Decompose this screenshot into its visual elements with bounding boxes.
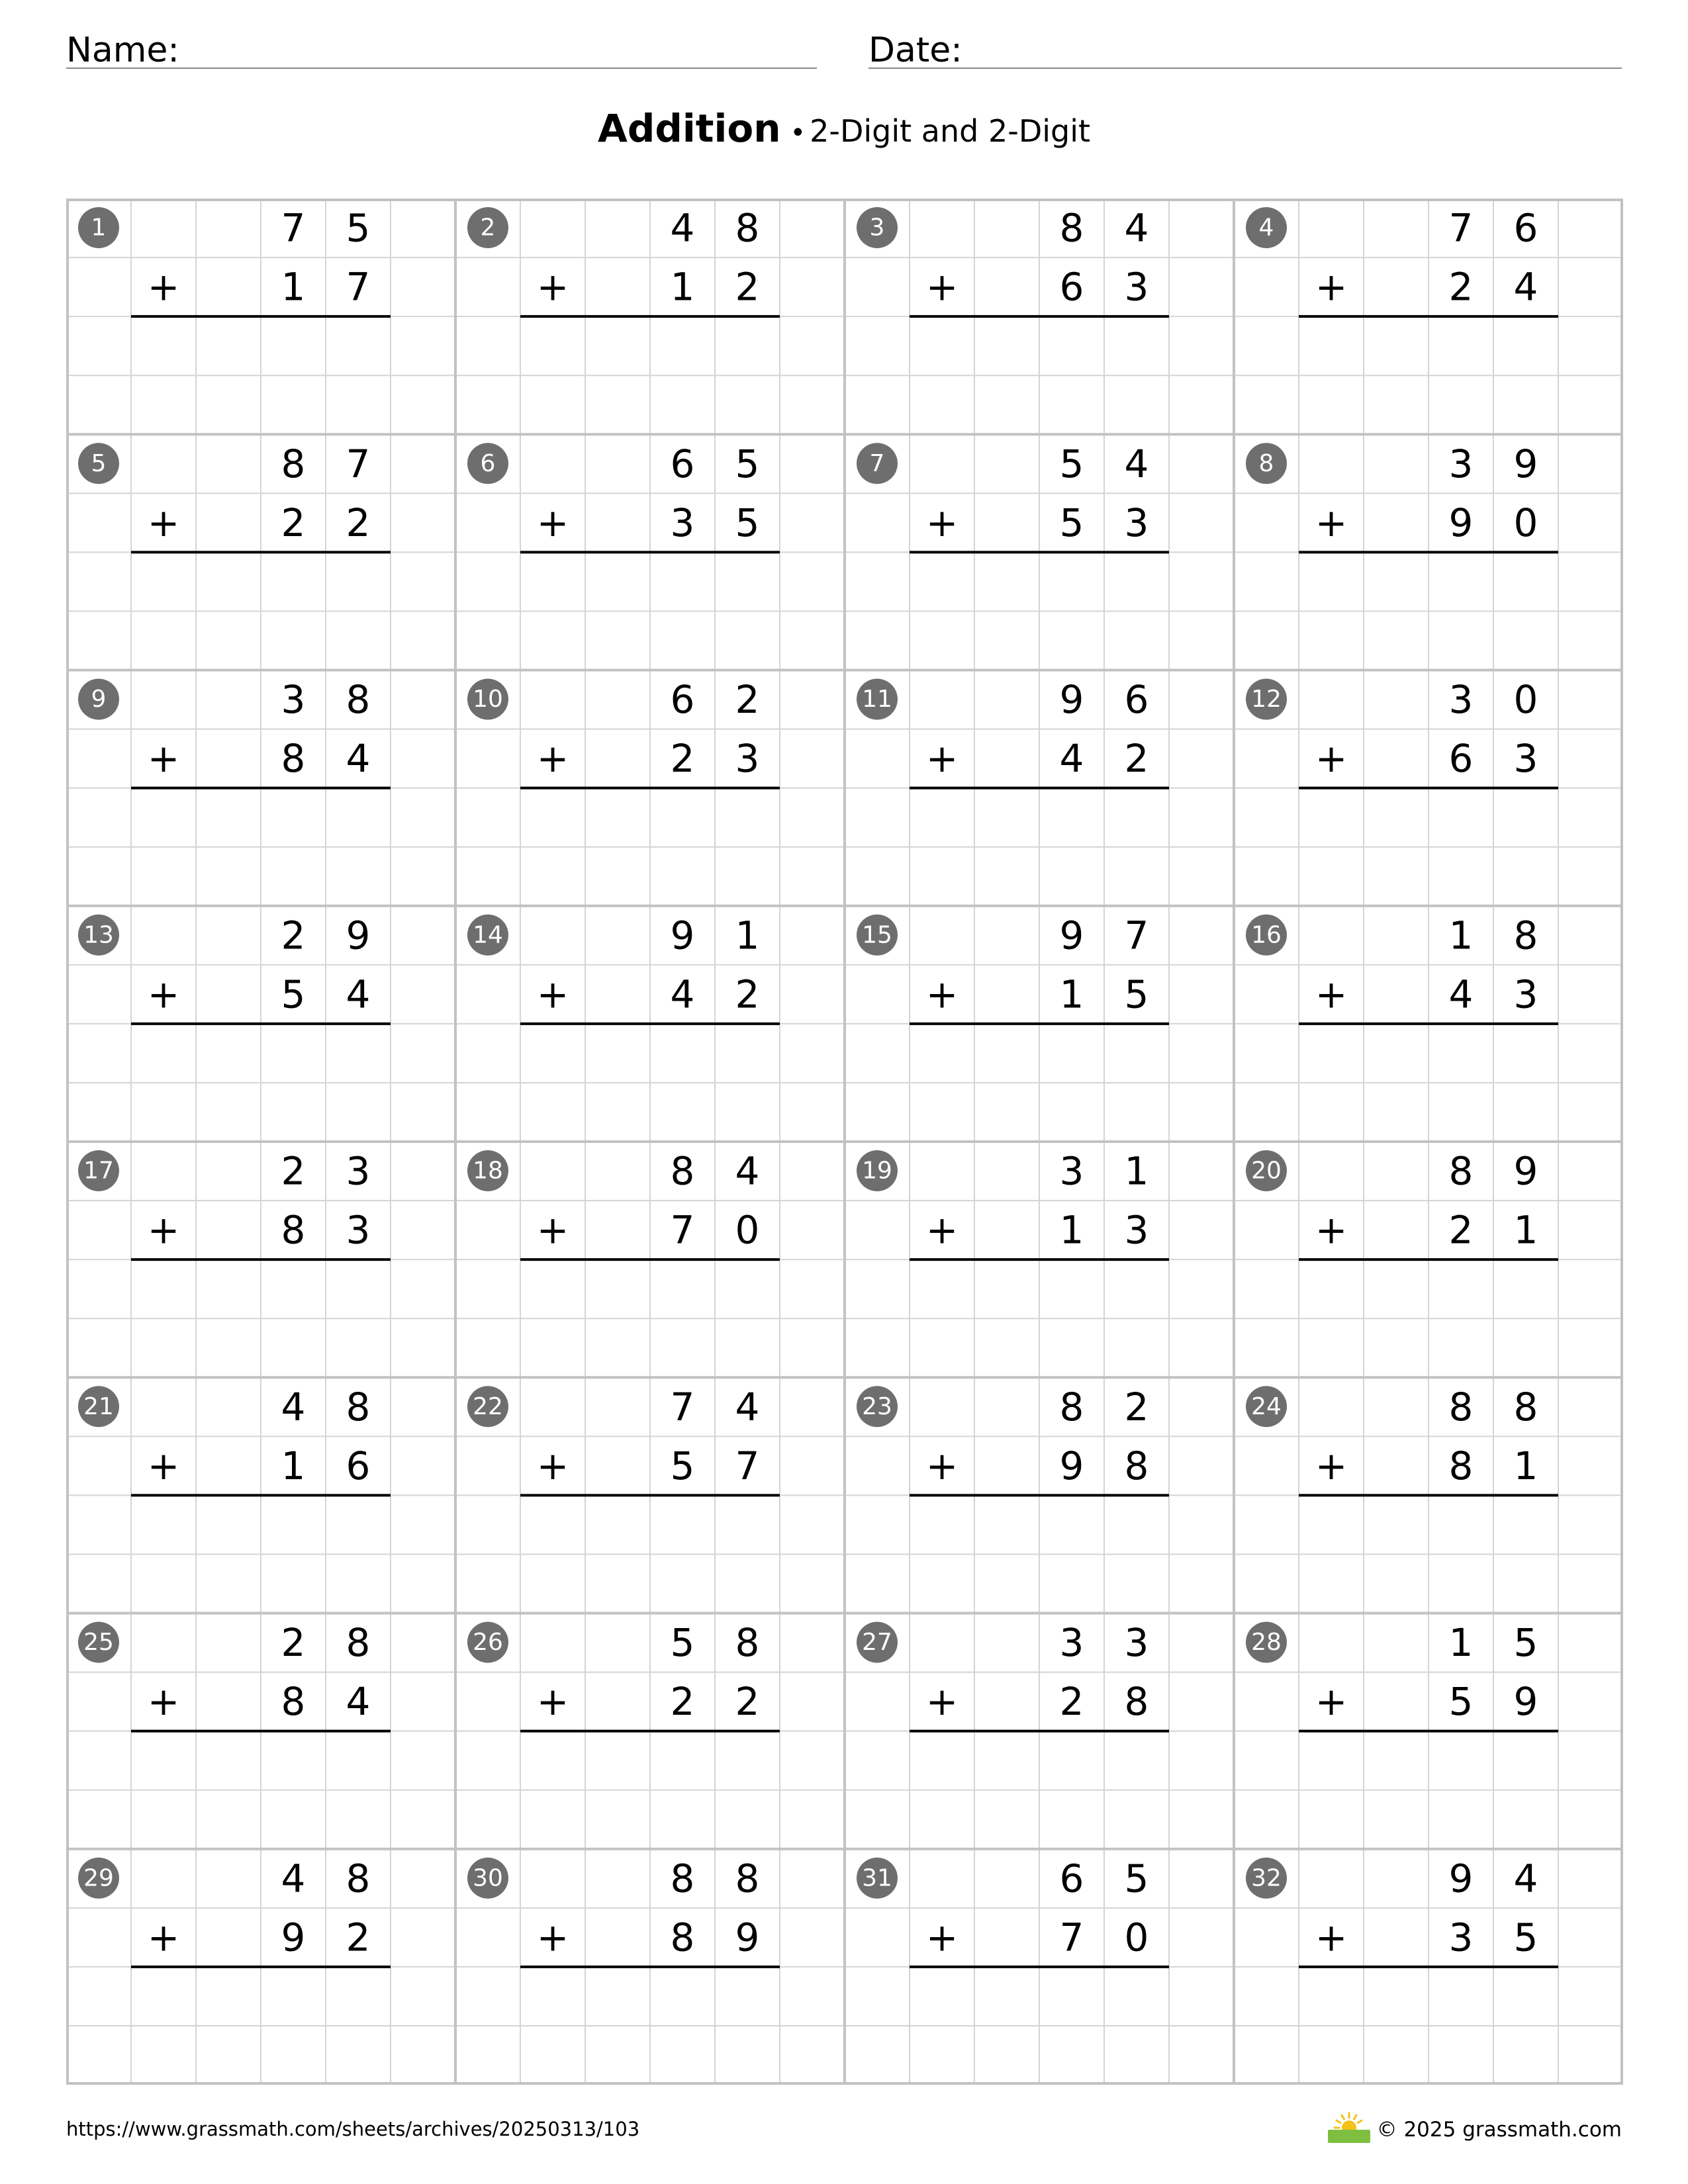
problem-number: 8 [1258,449,1274,477]
addend-top-digit: 0 [1513,677,1538,723]
addend-top-digit: 9 [1059,677,1084,723]
plus-sign: + [1315,972,1348,1017]
addend-top-digit: 8 [1059,1384,1084,1430]
problem-number: 18 [473,1157,503,1185]
addend-top-digit: 9 [1513,1148,1538,1194]
problem-number: 12 [1251,686,1282,713]
addend-bottom-digit: 5 [1448,1679,1474,1725]
problem-number: 13 [83,921,114,949]
addend-bottom-digit: 4 [670,972,695,1017]
addend-bottom-digit: 3 [1448,1915,1474,1960]
addend-top-digit: 8 [346,1856,371,1901]
addend-bottom-digit: 1 [670,264,695,310]
addend-top-digit: 9 [346,913,371,958]
addend-bottom-digit: 2 [281,500,306,545]
addend-bottom-digit: 0 [1124,1915,1149,1960]
addend-bottom-digit: 8 [281,1207,306,1253]
date-line [868,68,1622,69]
date-label: Date: [868,30,962,70]
addend-top-digit: 7 [1448,205,1474,251]
plus-sign: + [147,1915,180,1960]
problem-number: 28 [1251,1629,1282,1656]
problem-number: 30 [473,1864,503,1892]
addend-bottom-digit: 2 [1448,264,1474,310]
problem-number: 4 [1258,214,1274,242]
addend-top-digit: 8 [1513,913,1538,958]
addend-bottom-digit: 3 [735,736,760,782]
plus-sign: + [147,500,180,545]
addend-top-digit: 7 [281,205,306,251]
addend-bottom-digit: 5 [670,1443,695,1488]
problem-number: 17 [83,1157,114,1185]
addend-top-digit: 5 [1059,441,1084,486]
plus-sign: + [536,736,569,782]
addend-top-digit: 5 [1124,1856,1149,1901]
plus-sign: + [536,264,569,310]
addend-bottom-digit: 2 [735,1679,760,1725]
addend-bottom-digit: 9 [1448,500,1474,545]
grassmath-logo-icon [1324,2110,1374,2144]
addend-bottom-digit: 1 [281,1443,306,1488]
plus-sign: + [925,1443,959,1488]
problem-number: 9 [91,686,107,713]
addend-top-digit: 4 [670,205,695,251]
plus-sign: + [147,264,180,310]
plus-sign: + [1315,500,1348,545]
plus-sign: + [147,736,180,782]
plus-sign: + [536,500,569,545]
addend-bottom-digit: 8 [1124,1679,1149,1725]
addend-top-digit: 1 [735,913,760,958]
problem-number: 2 [480,214,496,242]
addend-top-digit: 7 [346,441,371,486]
problem-number: 7 [869,449,885,477]
problem-number: 6 [480,449,496,477]
addend-top-digit: 8 [735,205,760,251]
title-subtitle: 2-Digit and 2-Digit [810,113,1091,149]
addend-bottom-digit: 3 [1124,500,1149,545]
addend-bottom-digit: 7 [1059,1915,1084,1960]
addend-bottom-digit: 2 [1059,1679,1084,1725]
addend-bottom-digit: 3 [670,500,695,545]
addend-top-digit: 3 [1448,441,1474,486]
addend-bottom-digit: 7 [346,264,371,310]
plus-sign: + [1315,1915,1348,1960]
addend-top-digit: 9 [670,913,695,958]
addend-top-digit: 2 [735,677,760,723]
addend-top-digit: 1 [1124,1148,1149,1194]
plus-sign: + [147,972,180,1017]
addend-bottom-digit: 4 [1059,736,1084,782]
problem-number: 23 [862,1392,892,1420]
addend-bottom-digit: 7 [735,1443,760,1488]
addend-bottom-digit: 1 [1059,972,1084,1017]
addend-bottom-digit: 1 [1513,1443,1538,1488]
addend-bottom-digit: 9 [735,1915,760,1960]
plus-sign: + [536,972,569,1017]
problem-number: 32 [1251,1864,1282,1892]
addend-bottom-digit: 4 [346,972,371,1017]
addend-bottom-digit: 2 [735,264,760,310]
addend-bottom-digit: 9 [1513,1679,1538,1725]
addend-top-digit: 8 [1448,1384,1474,1430]
plus-sign: + [925,1679,959,1725]
addend-bottom-digit: 5 [1059,500,1084,545]
addend-top-digit: 3 [281,677,306,723]
problem-number: 15 [862,921,892,949]
plus-sign: + [147,1679,180,1725]
addend-top-digit: 8 [346,1620,371,1666]
addend-bottom-digit: 0 [735,1207,760,1253]
addend-bottom-digit: 0 [1513,500,1538,545]
addend-bottom-digit: 2 [1124,736,1149,782]
problem-number: 31 [862,1864,892,1892]
addend-bottom-digit: 1 [281,264,306,310]
problem-number: 24 [1251,1392,1282,1420]
plus-sign: + [1315,1679,1348,1725]
plus-sign: + [536,1207,569,1253]
addend-top-digit: 4 [735,1148,760,1194]
plus-sign: + [536,1679,569,1725]
date-field[interactable] [868,24,1622,69]
addend-top-digit: 6 [670,441,695,486]
plus-sign: + [925,264,959,310]
addend-bottom-digit: 9 [281,1915,306,1960]
addend-bottom-digit: 6 [1448,736,1474,782]
name-field[interactable] [66,24,817,69]
addend-bottom-digit: 1 [1059,1207,1084,1253]
addend-bottom-digit: 4 [346,736,371,782]
addend-top-digit: 8 [1059,205,1084,251]
addend-top-digit: 3 [1448,677,1474,723]
addend-top-digit: 8 [1513,1384,1538,1430]
plus-sign: + [147,1207,180,1253]
addend-top-digit: 5 [670,1620,695,1666]
addend-top-digit: 8 [346,677,371,723]
problem-number: 21 [83,1392,114,1420]
problem-number: 1 [91,214,107,242]
footer-copyright: © 2025 grassmath.com [1376,2118,1622,2142]
plus-sign: + [1315,1443,1348,1488]
addend-top-digit: 4 [1124,205,1149,251]
addend-bottom-digit: 7 [670,1207,695,1253]
name-line [66,68,817,69]
sun-ray [1336,2120,1340,2123]
addend-top-digit: 9 [1059,913,1084,958]
addend-top-digit: 5 [1513,1620,1538,1666]
addend-top-digit: 2 [1124,1384,1149,1430]
addend-top-digit: 4 [1124,441,1149,486]
addend-top-digit: 5 [735,441,760,486]
addend-bottom-digit: 1 [1513,1207,1538,1253]
addend-bottom-digit: 8 [1448,1443,1474,1488]
addend-bottom-digit: 5 [281,972,306,1017]
addend-bottom-digit: 4 [346,1679,371,1725]
plus-sign: + [147,1443,180,1488]
sun-ray [1342,2115,1344,2119]
plus-sign: + [925,736,959,782]
addend-bottom-digit: 5 [735,500,760,545]
addend-bottom-digit: 8 [281,1679,306,1725]
problem-number: 22 [473,1392,503,1420]
addend-top-digit: 3 [1059,1620,1084,1666]
addend-top-digit: 8 [281,441,306,486]
problem-number: 29 [83,1864,114,1892]
plus-sign: + [536,1443,569,1488]
addend-bottom-digit: 2 [1448,1207,1474,1253]
plus-sign: + [536,1915,569,1960]
addend-top-digit: 2 [281,913,306,958]
addend-top-digit: 6 [670,677,695,723]
sun-ray [1354,2115,1357,2119]
addend-top-digit: 8 [670,1856,695,1901]
name-label: Name: [66,30,179,70]
worksheet-title [0,106,1688,151]
problem-number: 19 [862,1157,892,1185]
addend-top-digit: 7 [670,1384,695,1430]
addend-bottom-digit: 3 [1513,736,1538,782]
sun-ray [1358,2120,1362,2123]
addend-top-digit: 3 [1124,1620,1149,1666]
addend-top-digit: 6 [1124,677,1149,723]
addend-bottom-digit: 3 [1513,972,1538,1017]
plus-sign: + [1315,264,1348,310]
problem-grid [66,199,1623,2085]
title-main: Addition [597,106,781,151]
addend-top-digit: 5 [346,205,371,251]
addend-bottom-digit: 8 [281,736,306,782]
plus-sign: + [925,500,959,545]
plus-sign: + [1315,1207,1348,1253]
addend-bottom-digit: 3 [346,1207,371,1253]
plus-sign: + [925,972,959,1017]
addend-bottom-digit: 8 [670,1915,695,1960]
addend-top-digit: 4 [281,1384,306,1430]
footer-url: https://www.grassmath.com/sheets/archives/20250313/103 [66,2118,640,2140]
addend-top-digit: 2 [281,1620,306,1666]
addend-top-digit: 3 [1059,1148,1084,1194]
addend-top-digit: 6 [1513,205,1538,251]
addend-bottom-digit: 6 [346,1443,371,1488]
addend-top-digit: 9 [1513,441,1538,486]
addend-top-digit: 1 [1448,1620,1474,1666]
problem-number: 20 [1251,1157,1282,1185]
plus-sign: + [1315,736,1348,782]
problem-number: 11 [862,686,892,713]
problem-number: 10 [473,686,503,713]
plus-sign: + [925,1207,959,1253]
problem-number: 3 [869,214,885,242]
problem-number: 25 [83,1629,114,1656]
addend-top-digit: 8 [670,1148,695,1194]
addend-bottom-digit: 9 [1059,1443,1084,1488]
addend-bottom-digit: 3 [1124,264,1149,310]
addend-top-digit: 2 [281,1148,306,1194]
addend-top-digit: 8 [735,1856,760,1901]
addend-bottom-digit: 2 [670,736,695,782]
addend-top-digit: 3 [346,1148,371,1194]
addend-bottom-digit: 2 [670,1679,695,1725]
title-separator: • [790,118,806,148]
addend-top-digit: 4 [281,1856,306,1901]
problem-number: 16 [1251,921,1282,949]
addend-bottom-digit: 8 [1124,1443,1149,1488]
problem-number: 26 [473,1629,503,1656]
problem-number: 14 [473,921,503,949]
addend-bottom-digit: 6 [1059,264,1084,310]
addend-bottom-digit: 5 [1124,972,1149,1017]
problem-number: 27 [862,1629,892,1656]
addend-top-digit: 1 [1448,913,1474,958]
addend-bottom-digit: 2 [735,972,760,1017]
addend-top-digit: 7 [1124,913,1149,958]
addend-top-digit: 9 [1448,1856,1474,1901]
addend-bottom-digit: 3 [1124,1207,1149,1253]
addend-top-digit: 6 [1059,1856,1084,1901]
addend-top-digit: 8 [346,1384,371,1430]
addend-bottom-digit: 2 [346,1915,371,1960]
addend-top-digit: 8 [735,1620,760,1666]
addend-bottom-digit: 4 [1448,972,1474,1017]
addend-top-digit: 4 [1513,1856,1538,1901]
addend-bottom-digit: 4 [1513,264,1538,310]
addend-top-digit: 8 [1448,1148,1474,1194]
addend-top-digit: 4 [735,1384,760,1430]
addend-bottom-digit: 2 [346,500,371,545]
plus-sign: + [925,1915,959,1960]
problem-number: 5 [91,449,107,477]
addend-bottom-digit: 5 [1513,1915,1538,1960]
